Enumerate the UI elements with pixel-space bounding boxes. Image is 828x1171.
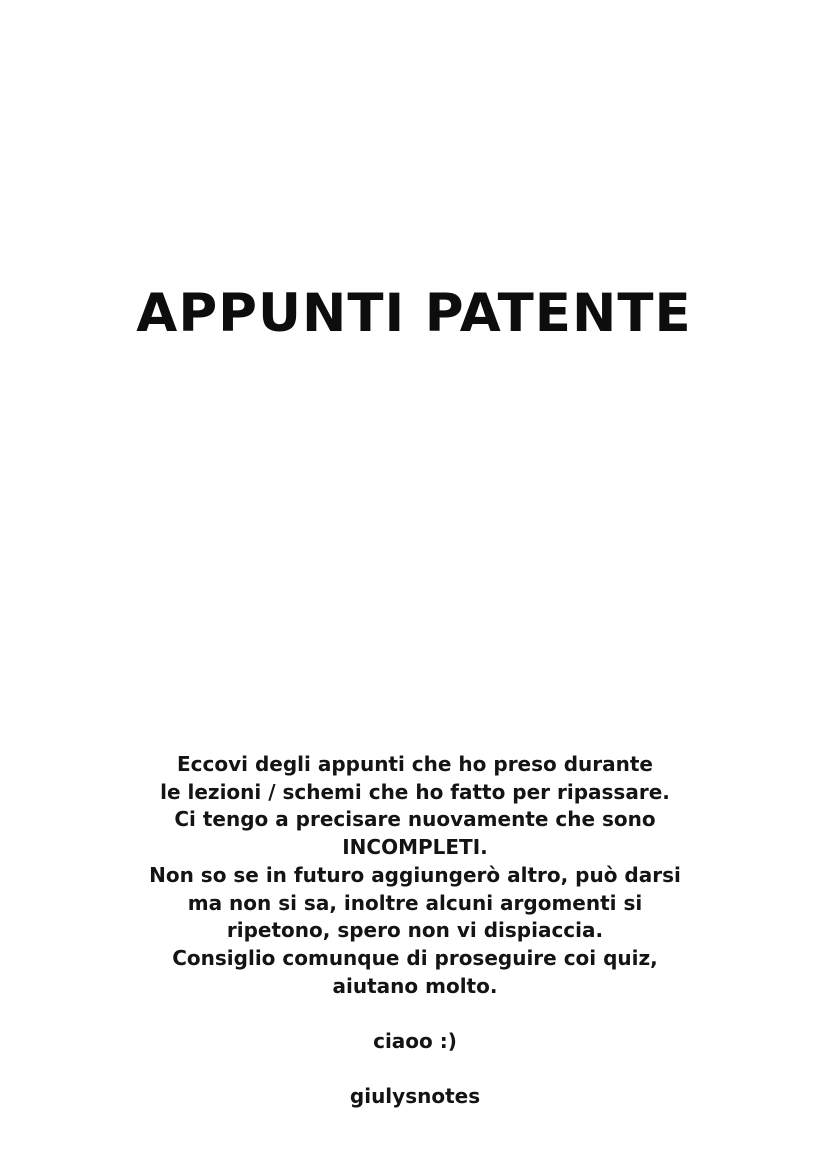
intro-line: le lezioni / schemi che ho fatto per ripassare. [160, 779, 670, 804]
farewell-text: ciaoo :) [373, 1029, 457, 1054]
intro-line: aiutano molto. [332, 973, 498, 998]
intro-line: Eccovi degli appunti che ho preso durante [176, 752, 653, 776]
intro-text-block [100, 751, 730, 1111]
spacer [100, 1000, 730, 1028]
intro-line: ripetono, spero non vi dispiaccia. [226, 918, 604, 943]
intro-line: ma non si sa, inoltre alcuni argomenti si [187, 890, 643, 915]
intro-line: Non so se in futuro aggiungerò altro, può darsi [149, 862, 681, 887]
intro-line: Consiglio comunque di proseguire coi quiz, [172, 945, 658, 970]
spacer [100, 1056, 730, 1084]
page-title: APPUNTI PATENTE [136, 283, 692, 344]
intro-line: INCOMPLETI. [342, 835, 488, 860]
intro-line: Ci tengo a precisare nuovamente che sono [174, 807, 656, 832]
signature-text: giulysnotes [349, 1084, 481, 1109]
